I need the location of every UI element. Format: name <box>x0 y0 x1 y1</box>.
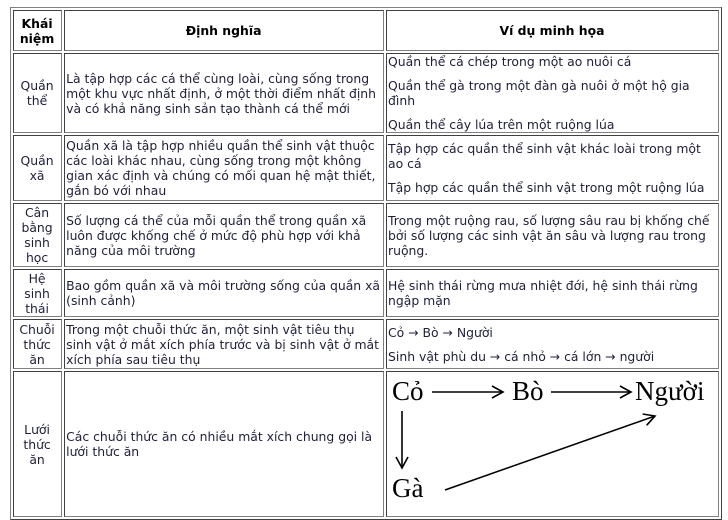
concept-cell: Hệ sinh thái <box>13 269 62 317</box>
header-example: Ví dụ minh họa <box>386 10 719 51</box>
example-cell <box>386 371 719 517</box>
concept-cell: Quần xã <box>13 135 62 201</box>
node-chicken: Gà <box>392 473 424 503</box>
definition-cell: Bao gồm quần xã và môi trường sống của quần xã (sinh cảnh) <box>64 269 384 317</box>
example-item: Sinh vật phù du → cá nhỏ → cá lớn → người <box>388 348 655 364</box>
table-header-row <box>13 10 719 51</box>
header-definition: Định nghĩa <box>64 10 384 51</box>
example-cell <box>386 53 719 133</box>
definition-cell: Trong một chuỗi thức ăn, một sinh vật tiêu thụ sinh vật ở mắt xích phía trước và bị sinh vật ở mắt xích phía sau tiêu thụ <box>64 319 384 369</box>
example-item: Tập hợp các quần thể sinh vật khác loài trong một ao cá <box>388 141 701 171</box>
example-item: Quần thể cây lúa trên một ruộng lúa <box>388 117 615 132</box>
ecology-concepts-table <box>10 7 722 520</box>
concept-cell: Lưới thức ăn <box>13 371 62 517</box>
table-row <box>13 371 719 517</box>
definition-cell: Số lượng cá thể của mỗi quần thể trong quần xã luôn được khống chế ở mức độ phù hợp với khả năng của môi trường <box>64 203 384 267</box>
example-item: Quần thể gà trong một đàn gà nuôi ở một hộ gia đình <box>388 78 690 108</box>
example-item: Trong một ruộng rau, số lượng sâu rau bị khống chế bởi số lượng các sinh vật ăn sâu và lượng rau trong ruộng. <box>388 212 710 258</box>
concept-cell: Chuỗi thức ăn <box>13 319 62 369</box>
example-item: Cỏ → Bò → Người <box>388 324 493 340</box>
concept-cell: Cân bằng sinh học <box>13 203 62 267</box>
definition-cell: Các chuỗi thức ăn có nhiều mắt xích chung gọi là lưới thức ăn <box>64 371 384 517</box>
node-human: Người <box>635 376 705 406</box>
example-item: Tập hợp các quần thể sinh vật trong một ruộng lúa <box>388 180 705 195</box>
definition-cell: Quần xã là tập hợp nhiều quần thể sinh vật thuộc các loài khác nhau, cùng sống trong một không gian xác định và chúng có mối quan hệ mật thiết, gắn bó với nhau <box>64 135 384 201</box>
example-cell <box>386 135 719 201</box>
example-cell <box>386 269 719 317</box>
table-row <box>13 203 719 267</box>
arrow-chicken-to-human <box>445 416 655 490</box>
table-row <box>13 269 719 317</box>
table-row <box>13 319 719 369</box>
table-row <box>13 53 719 133</box>
definition-cell: Là tập hợp các cá thể cùng loài, cùng sống trong một khu vực nhất định, ở một thời điểm nhất định và có khả năng sinh sản tạo thành cá thể mới <box>64 53 384 133</box>
concept-cell: Quần thể <box>13 53 62 133</box>
table-container <box>10 7 722 520</box>
node-grass: Cỏ <box>392 376 424 406</box>
header-concept: Khái niệm <box>13 10 62 51</box>
example-item: Quần thể cá chép trong một ao nuôi cá <box>388 54 632 69</box>
example-item: Hệ sinh thái rừng mưa nhiệt đới, hệ sinh thái rừng ngập mặn <box>388 278 698 308</box>
node-cow: Bò <box>512 376 544 406</box>
table-row <box>13 135 719 201</box>
example-cell <box>386 203 719 267</box>
example-cell <box>386 319 719 369</box>
food-web-diagram <box>387 372 717 516</box>
